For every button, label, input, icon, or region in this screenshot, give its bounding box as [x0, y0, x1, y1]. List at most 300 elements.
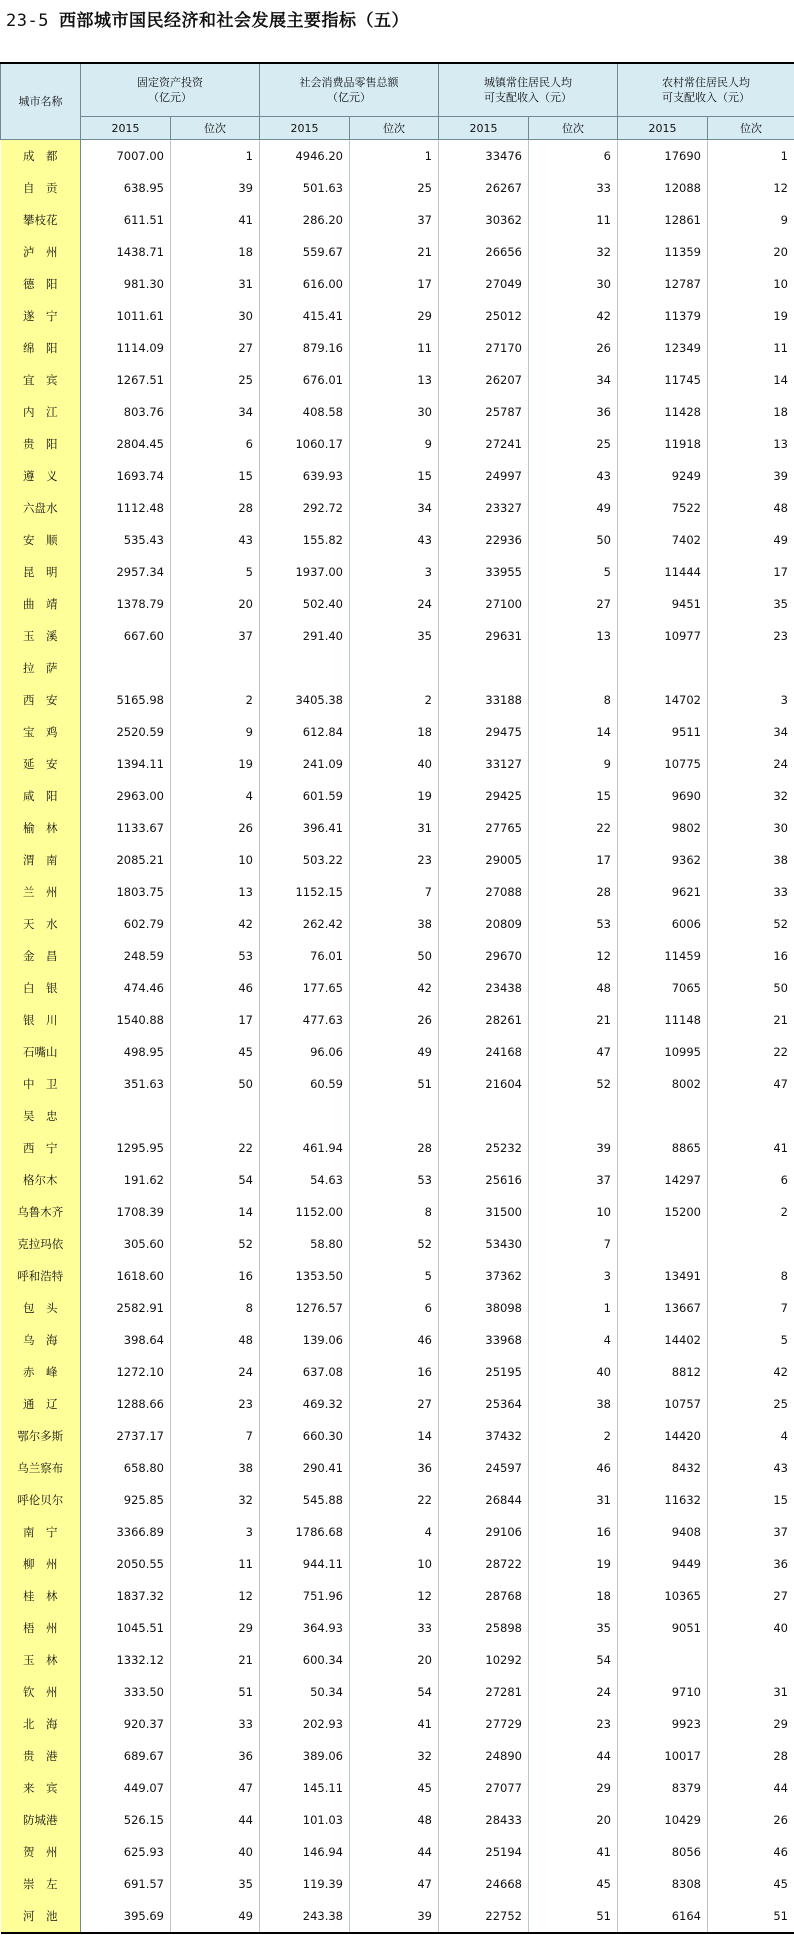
city-name-cell: 柳 州 — [1, 1548, 81, 1580]
retail-rank-cell: 43 — [350, 524, 439, 556]
city-name-cell: 曲 靖 — [1, 588, 81, 620]
urban-income-value-cell: 38098 — [439, 1292, 529, 1324]
city-name-cell: 赤 峰 — [1, 1356, 81, 1388]
retail-value-cell: 3405.38 — [260, 684, 350, 716]
retail-value-cell: 286.20 — [260, 204, 350, 236]
urban-income-value-cell: 24668 — [439, 1868, 529, 1900]
retail-value-cell: 1276.57 — [260, 1292, 350, 1324]
urban-income-rank-cell: 38 — [529, 1388, 618, 1420]
rural-income-rank-cell: 5 — [708, 1324, 794, 1356]
rural-income-rank-cell: 30 — [708, 812, 794, 844]
table-row — [1, 1868, 794, 1900]
city-name-cell: 防城港 — [1, 1804, 81, 1836]
urban-income-rank-cell: 10 — [529, 1196, 618, 1228]
city-name-cell: 呼伦贝尔 — [1, 1484, 81, 1516]
rural-income-value-cell: 10429 — [618, 1804, 708, 1836]
retail-value-cell: 364.93 — [260, 1612, 350, 1644]
retail-value-cell: 96.06 — [260, 1036, 350, 1068]
rural-income-value-cell: 7402 — [618, 524, 708, 556]
retail-value-cell: 202.93 — [260, 1708, 350, 1740]
rural-income-value-cell: 12088 — [618, 172, 708, 204]
rural-income-rank-cell: 43 — [708, 1452, 794, 1484]
investment-value-cell: 1394.11 — [81, 748, 171, 780]
investment-value-cell: 1438.71 — [81, 236, 171, 268]
urban-income-value-cell: 33955 — [439, 556, 529, 588]
retail-value-cell: 502.40 — [260, 588, 350, 620]
investment-rank-cell: 47 — [171, 1772, 260, 1804]
rural-income-value-cell: 9362 — [618, 844, 708, 876]
urban-income-rank-cell: 24 — [529, 1676, 618, 1708]
urban-income-value-cell: 29670 — [439, 940, 529, 972]
investment-rank-cell: 7 — [171, 1420, 260, 1452]
investment-value-cell — [81, 1100, 171, 1132]
investment-rank-cell: 21 — [171, 1644, 260, 1676]
urban-income-value-cell: 23438 — [439, 972, 529, 1004]
investment-rank-cell: 35 — [171, 1868, 260, 1900]
urban-income-value-cell: 10292 — [439, 1644, 529, 1676]
city-name-cell: 通 辽 — [1, 1388, 81, 1420]
investment-rank-cell: 18 — [171, 236, 260, 268]
rural-income-value-cell — [618, 1100, 708, 1132]
investment-value-cell: 667.60 — [81, 620, 171, 652]
rural-income-value-cell: 7065 — [618, 972, 708, 1004]
investment-value-cell: 2957.34 — [81, 556, 171, 588]
investment-value-cell: 602.79 — [81, 908, 171, 940]
urban-income-rank-cell: 11 — [529, 204, 618, 236]
table-row — [1, 940, 794, 972]
retail-rank-cell: 45 — [350, 1772, 439, 1804]
rural-income-rank-cell: 6 — [708, 1164, 794, 1196]
urban-income-rank-cell: 48 — [529, 972, 618, 1004]
table-row — [1, 620, 794, 652]
retail-sales-header — [260, 63, 439, 117]
rural-income-value-cell: 8308 — [618, 1868, 708, 1900]
urban-income-rank-cell: 21 — [529, 1004, 618, 1036]
retail-rank-cell: 35 — [350, 620, 439, 652]
investment-rank-cell: 53 — [171, 940, 260, 972]
city-name-cell: 呼和浩特 — [1, 1260, 81, 1292]
city-name-cell: 西 宁 — [1, 1132, 81, 1164]
table-row — [1, 1804, 794, 1836]
urban-income-value-cell: 26844 — [439, 1484, 529, 1516]
table-row — [1, 748, 794, 780]
rural-income-rank-cell: 10 — [708, 268, 794, 300]
rural-income-value-cell — [618, 652, 708, 684]
table-row — [1, 1900, 794, 1933]
rural-income-value-cell: 9923 — [618, 1708, 708, 1740]
rural-income-value-cell: 8056 — [618, 1836, 708, 1868]
urban-income-value-cell: 22752 — [439, 1900, 529, 1933]
city-name-cell: 贺 州 — [1, 1836, 81, 1868]
city-name-cell: 宜 宾 — [1, 364, 81, 396]
retail-rank-cell: 40 — [350, 748, 439, 780]
table-row — [1, 1644, 794, 1676]
urban-income-value-cell: 25194 — [439, 1836, 529, 1868]
retail-rank-cell: 30 — [350, 396, 439, 428]
investment-value-cell: 2804.45 — [81, 428, 171, 460]
urban-income-value-cell: 22936 — [439, 524, 529, 556]
investment-value-cell: 1045.51 — [81, 1612, 171, 1644]
rural-income-value-cell: 14420 — [618, 1420, 708, 1452]
rural-income-rank-cell: 40 — [708, 1612, 794, 1644]
group-header-line1: 农村常住居民人均 — [662, 76, 750, 89]
urban-income-header — [439, 63, 618, 117]
urban-income-value-cell — [439, 1100, 529, 1132]
retail-rank-cell — [350, 652, 439, 684]
city-name-cell: 来 宾 — [1, 1772, 81, 1804]
urban-income-value-cell: 24890 — [439, 1740, 529, 1772]
retail-value-cell: 879.16 — [260, 332, 350, 364]
investment-value-cell: 498.95 — [81, 1036, 171, 1068]
table-row — [1, 364, 794, 396]
rural-income-rank-cell: 17 — [708, 556, 794, 588]
table-title: 西部城市国民经济和社会发展主要指标（五） — [58, 11, 409, 31]
investment-rank-cell: 9 — [171, 716, 260, 748]
investment-value-cell: 449.07 — [81, 1772, 171, 1804]
urban-income-rank-cell: 39 — [529, 1132, 618, 1164]
retail-rank-cell: 11 — [350, 332, 439, 364]
retail-rank-cell: 34 — [350, 492, 439, 524]
retail-value-cell: 60.59 — [260, 1068, 350, 1100]
city-name-cell: 遵 义 — [1, 460, 81, 492]
retail-rank-cell: 32 — [350, 1740, 439, 1772]
retail-rank-cell: 29 — [350, 300, 439, 332]
urban-income-rank-cell: 18 — [529, 1580, 618, 1612]
retail-rank-cell: 17 — [350, 268, 439, 300]
city-name-cell: 内 江 — [1, 396, 81, 428]
retail-value-cell: 262.42 — [260, 908, 350, 940]
rural-income-value-cell: 14297 — [618, 1164, 708, 1196]
urban-income-value-cell: 33188 — [439, 684, 529, 716]
investment-rank-cell: 2 — [171, 684, 260, 716]
city-name-cell: 乌 海 — [1, 1324, 81, 1356]
rural-income-value-cell: 12349 — [618, 332, 708, 364]
table-row — [1, 460, 794, 492]
investment-value-cell — [81, 652, 171, 684]
rural-income-value-cell: 9408 — [618, 1516, 708, 1548]
rank-header: 位次 — [529, 117, 618, 140]
retail-value-cell: 101.03 — [260, 1804, 350, 1836]
urban-income-value-cell: 26656 — [439, 236, 529, 268]
urban-income-rank-cell: 6 — [529, 140, 618, 173]
rural-income-value-cell: 10977 — [618, 620, 708, 652]
urban-income-value-cell: 28722 — [439, 1548, 529, 1580]
investment-value-cell: 2582.91 — [81, 1292, 171, 1324]
table-row — [1, 1068, 794, 1100]
investment-rank-cell: 6 — [171, 428, 260, 460]
rural-income-value-cell: 10775 — [618, 748, 708, 780]
retail-value-cell: 477.63 — [260, 1004, 350, 1036]
urban-income-rank-cell: 45 — [529, 1868, 618, 1900]
urban-income-value-cell: 37362 — [439, 1260, 529, 1292]
retail-value-cell: 177.65 — [260, 972, 350, 1004]
retail-value-cell: 415.41 — [260, 300, 350, 332]
investment-rank-cell: 42 — [171, 908, 260, 940]
urban-income-value-cell: 25898 — [439, 1612, 529, 1644]
table-row — [1, 492, 794, 524]
group-header-line1: 城镇常住居民人均 — [484, 76, 572, 89]
urban-income-value-cell: 27049 — [439, 268, 529, 300]
city-name-cell: 格尔木 — [1, 1164, 81, 1196]
table-row — [1, 428, 794, 460]
rural-income-value-cell: 8812 — [618, 1356, 708, 1388]
city-name-cell: 乌兰察布 — [1, 1452, 81, 1484]
urban-income-rank-cell: 14 — [529, 716, 618, 748]
investment-rank-cell: 27 — [171, 332, 260, 364]
city-name-cell: 拉 萨 — [1, 652, 81, 684]
investment-value-cell: 981.30 — [81, 268, 171, 300]
table-row — [1, 332, 794, 364]
group-header-line2: （亿元） — [327, 91, 371, 104]
city-name-cell: 榆 林 — [1, 812, 81, 844]
retail-rank-cell: 15 — [350, 460, 439, 492]
urban-income-rank-cell: 41 — [529, 1836, 618, 1868]
retail-value-cell: 501.63 — [260, 172, 350, 204]
group-header-line2: 可支配收入（元） — [662, 91, 750, 104]
retail-rank-cell: 5 — [350, 1260, 439, 1292]
rural-income-rank-cell: 42 — [708, 1356, 794, 1388]
table-row — [1, 1388, 794, 1420]
city-name-cell: 绵 阳 — [1, 332, 81, 364]
urban-income-value-cell: 31500 — [439, 1196, 529, 1228]
city-name-cell: 咸 阳 — [1, 780, 81, 812]
retail-rank-cell: 4 — [350, 1516, 439, 1548]
retail-rank-cell: 27 — [350, 1388, 439, 1420]
city-name-cell: 昆 明 — [1, 556, 81, 588]
retail-rank-cell: 49 — [350, 1036, 439, 1068]
rural-income-rank-cell: 24 — [708, 748, 794, 780]
investment-value-cell: 638.95 — [81, 172, 171, 204]
investment-rank-cell: 45 — [171, 1036, 260, 1068]
urban-income-value-cell: 29631 — [439, 620, 529, 652]
retail-rank-cell: 47 — [350, 1868, 439, 1900]
rural-income-value-cell: 12787 — [618, 268, 708, 300]
rural-income-rank-cell: 23 — [708, 620, 794, 652]
table-row — [1, 172, 794, 204]
investment-rank-cell: 3 — [171, 1516, 260, 1548]
urban-income-value-cell: 27100 — [439, 588, 529, 620]
investment-value-cell: 474.46 — [81, 972, 171, 1004]
table-row — [1, 716, 794, 748]
urban-income-rank-cell: 13 — [529, 620, 618, 652]
urban-income-value-cell: 29425 — [439, 780, 529, 812]
investment-value-cell: 5165.98 — [81, 684, 171, 716]
investment-rank-cell: 31 — [171, 268, 260, 300]
group-header-line1: 社会消费品零售总额 — [299, 76, 399, 89]
investment-value-cell: 1803.75 — [81, 876, 171, 908]
city-name-cell: 玉 溪 — [1, 620, 81, 652]
urban-income-rank-cell: 22 — [529, 812, 618, 844]
retail-value-cell: 146.94 — [260, 1836, 350, 1868]
investment-rank-cell: 51 — [171, 1676, 260, 1708]
retail-value-cell: 639.93 — [260, 460, 350, 492]
retail-value-cell: 751.96 — [260, 1580, 350, 1612]
urban-income-value-cell: 21604 — [439, 1068, 529, 1100]
table-row — [1, 1324, 794, 1356]
rural-income-rank-cell: 36 — [708, 1548, 794, 1580]
table-row — [1, 1100, 794, 1132]
table-row — [1, 1676, 794, 1708]
urban-income-rank-cell — [529, 652, 618, 684]
fixed-investment-header — [81, 63, 260, 117]
table-row — [1, 588, 794, 620]
city-name-cell: 桂 林 — [1, 1580, 81, 1612]
investment-value-cell: 658.80 — [81, 1452, 171, 1484]
table-row — [1, 1708, 794, 1740]
rural-income-rank-cell: 49 — [708, 524, 794, 556]
investment-rank-cell: 52 — [171, 1228, 260, 1260]
rural-income-value-cell: 9511 — [618, 716, 708, 748]
data-table-container — [0, 62, 794, 1934]
investment-value-cell: 333.50 — [81, 1676, 171, 1708]
urban-income-rank-cell: 2 — [529, 1420, 618, 1452]
retail-value-cell: 292.72 — [260, 492, 350, 524]
investment-rank-cell: 37 — [171, 620, 260, 652]
urban-income-value-cell: 25616 — [439, 1164, 529, 1196]
urban-income-rank-cell: 27 — [529, 588, 618, 620]
retail-rank-cell: 10 — [350, 1548, 439, 1580]
urban-income-rank-cell: 34 — [529, 364, 618, 396]
investment-rank-cell: 54 — [171, 1164, 260, 1196]
rural-income-value-cell: 9249 — [618, 460, 708, 492]
rural-income-value-cell: 9451 — [618, 588, 708, 620]
city-name-cell: 北 海 — [1, 1708, 81, 1740]
table-row — [1, 140, 794, 173]
retail-value-cell: 58.80 — [260, 1228, 350, 1260]
urban-income-value-cell: 27077 — [439, 1772, 529, 1804]
retail-value-cell: 243.38 — [260, 1900, 350, 1933]
rural-income-rank-cell — [708, 1228, 794, 1260]
retail-rank-cell: 24 — [350, 588, 439, 620]
table-row — [1, 300, 794, 332]
rank-header: 位次 — [171, 117, 260, 140]
investment-value-cell: 1378.79 — [81, 588, 171, 620]
city-name-cell: 鄂尔多斯 — [1, 1420, 81, 1452]
table-row — [1, 844, 794, 876]
table-row — [1, 1612, 794, 1644]
retail-rank-cell: 38 — [350, 908, 439, 940]
investment-value-cell: 689.67 — [81, 1740, 171, 1772]
retail-value-cell: 1353.50 — [260, 1260, 350, 1292]
investment-value-cell: 1011.61 — [81, 300, 171, 332]
table-row — [1, 876, 794, 908]
rural-income-value-cell: 9621 — [618, 876, 708, 908]
investment-value-cell: 803.76 — [81, 396, 171, 428]
urban-income-value-cell: 23327 — [439, 492, 529, 524]
table-row — [1, 268, 794, 300]
investment-value-cell: 2085.21 — [81, 844, 171, 876]
rural-income-value-cell: 10017 — [618, 1740, 708, 1772]
retail-rank-cell: 14 — [350, 1420, 439, 1452]
rural-income-rank-cell: 25 — [708, 1388, 794, 1420]
retail-value-cell: 119.39 — [260, 1868, 350, 1900]
retail-rank-cell: 25 — [350, 172, 439, 204]
city-name-cell: 贵 港 — [1, 1740, 81, 1772]
year-header: 2015 — [618, 117, 708, 140]
rural-income-rank-cell — [708, 1100, 794, 1132]
urban-income-rank-cell — [529, 1100, 618, 1132]
investment-rank-cell: 24 — [171, 1356, 260, 1388]
rural-income-rank-cell: 9 — [708, 204, 794, 236]
retail-rank-cell: 33 — [350, 1612, 439, 1644]
urban-income-value-cell: 25364 — [439, 1388, 529, 1420]
city-name-cell: 乌鲁木齐 — [1, 1196, 81, 1228]
urban-income-value-cell: 25012 — [439, 300, 529, 332]
retail-value-cell: 637.08 — [260, 1356, 350, 1388]
rural-income-value-cell: 10757 — [618, 1388, 708, 1420]
investment-value-cell: 691.57 — [81, 1868, 171, 1900]
rural-income-value-cell: 11918 — [618, 428, 708, 460]
rural-income-value-cell: 8432 — [618, 1452, 708, 1484]
investment-rank-cell: 48 — [171, 1324, 260, 1356]
city-name-cell: 渭 南 — [1, 844, 81, 876]
investment-value-cell: 1295.95 — [81, 1132, 171, 1164]
rural-income-value-cell: 8379 — [618, 1772, 708, 1804]
table-row — [1, 1164, 794, 1196]
retail-rank-cell: 44 — [350, 1836, 439, 1868]
investment-rank-cell: 23 — [171, 1388, 260, 1420]
city-name-cell: 河 池 — [1, 1900, 81, 1933]
group-header-line2: 可支配收入（元） — [484, 91, 572, 104]
urban-income-rank-cell: 29 — [529, 1772, 618, 1804]
table-row — [1, 1292, 794, 1324]
retail-rank-cell: 2 — [350, 684, 439, 716]
retail-value-cell: 1152.00 — [260, 1196, 350, 1228]
investment-rank-cell: 22 — [171, 1132, 260, 1164]
table-row — [1, 396, 794, 428]
retail-value-cell — [260, 652, 350, 684]
group-header-line2: （亿元） — [148, 91, 192, 104]
investment-rank-cell: 11 — [171, 1548, 260, 1580]
table-row — [1, 1260, 794, 1292]
rural-income-rank-cell: 20 — [708, 236, 794, 268]
city-name-cell: 中 卫 — [1, 1068, 81, 1100]
urban-income-value-cell: 24597 — [439, 1452, 529, 1484]
urban-income-rank-cell: 20 — [529, 1804, 618, 1836]
urban-income-value-cell: 27281 — [439, 1676, 529, 1708]
investment-value-cell: 3366.89 — [81, 1516, 171, 1548]
investment-rank-cell: 39 — [171, 172, 260, 204]
city-name-cell: 六盘水 — [1, 492, 81, 524]
retail-value-cell: 241.09 — [260, 748, 350, 780]
rural-income-rank-cell: 19 — [708, 300, 794, 332]
table-row — [1, 1356, 794, 1388]
urban-income-value-cell: 33476 — [439, 140, 529, 173]
investment-value-cell: 1114.09 — [81, 332, 171, 364]
table-row — [1, 1228, 794, 1260]
investment-value-cell: 248.59 — [81, 940, 171, 972]
urban-income-rank-cell: 53 — [529, 908, 618, 940]
city-name-cell: 南 宁 — [1, 1516, 81, 1548]
investment-value-cell: 1267.51 — [81, 364, 171, 396]
city-name-cell: 包 头 — [1, 1292, 81, 1324]
retail-rank-cell: 52 — [350, 1228, 439, 1260]
city-name-cell: 克拉玛依 — [1, 1228, 81, 1260]
rural-income-rank-cell: 47 — [708, 1068, 794, 1100]
retail-rank-cell: 9 — [350, 428, 439, 460]
urban-income-rank-cell: 31 — [529, 1484, 618, 1516]
urban-income-rank-cell: 49 — [529, 492, 618, 524]
table-row — [1, 812, 794, 844]
retail-value-cell: 139.06 — [260, 1324, 350, 1356]
urban-income-value-cell: 33968 — [439, 1324, 529, 1356]
urban-income-rank-cell: 26 — [529, 332, 618, 364]
year-header: 2015 — [81, 117, 171, 140]
urban-income-rank-cell: 51 — [529, 1900, 618, 1933]
table-row — [1, 972, 794, 1004]
rural-income-rank-cell: 8 — [708, 1260, 794, 1292]
rural-income-value-cell: 9051 — [618, 1612, 708, 1644]
